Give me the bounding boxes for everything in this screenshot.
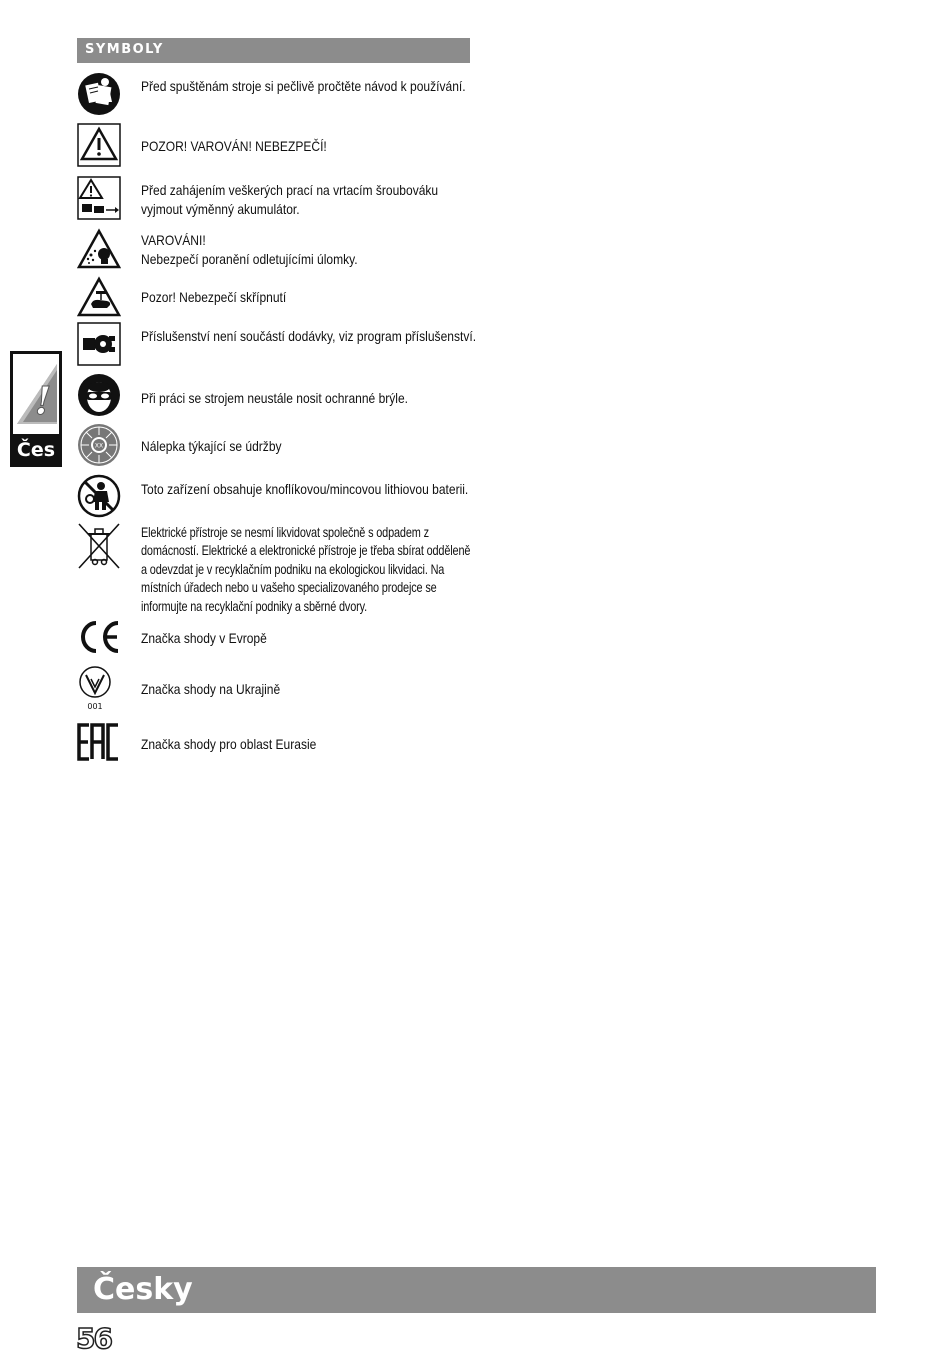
exclamation-icon	[13, 354, 59, 434]
sticker-center-text: XX	[94, 442, 104, 450]
symbol-text-eac: Značka shody pro oblast Eurasie	[141, 736, 317, 752]
footer-language-label: Česky	[93, 1272, 193, 1307]
flying-debris-warning-icon	[77, 228, 121, 272]
eac-mark-icon	[77, 722, 121, 766]
remove-battery-icon	[77, 176, 121, 220]
warning-triangle-icon	[77, 123, 121, 167]
section-title: SYMBOLY	[85, 42, 164, 57]
symbol-text-flying-debris-line1: VAROVÁNI!	[141, 232, 206, 248]
footer-language-bar	[77, 1267, 876, 1313]
button-battery-icon	[77, 474, 121, 518]
symbol-text-remove-battery: Před zahájením veškerých prací na vrtacím šroubováku vyjmout výměnný akumulátor.	[141, 182, 439, 217]
ce-mark-icon	[77, 617, 121, 661]
weee-bin-icon	[77, 522, 121, 566]
symbol-text-weee: Elektrické přístroje se nesmí likvidovat společně s odpadem z domácností. Elektrické a elektronické přístroje je třeba sbírat odděleně a odevzdat je v recyklačním podniku na ekologickou likvidaci. Na místních úřadech nebo u vašeho specializovaného prodejce se informujte na recyklační podniky a sběrné dvory.	[141, 524, 471, 614]
read-manual-icon	[77, 72, 121, 116]
maintenance-sticker-icon	[77, 423, 121, 467]
symbol-text-ukraine: Značka shody na Ukrajině	[141, 681, 281, 697]
symbol-text-read-manual: Před spuštěnám stroje si pečlivě pročtěte návod k používání.	[141, 78, 466, 94]
symbol-text-flying-debris	[141, 231, 476, 268]
symbol-text-ce: Značka shody v Evropě	[141, 630, 267, 646]
language-tab-label: Čes	[16, 439, 56, 461]
symbol-text-goggles: Při práci se strojem neustále nosit ochranné brýle.	[141, 390, 409, 406]
ukraine-mark-code: 001	[87, 702, 103, 711]
symbol-text-pinch: Pozor! Nebezpečí skřípnutí	[141, 289, 287, 305]
safety-goggles-icon	[77, 373, 121, 417]
accessory-icon	[77, 322, 121, 366]
section-header	[77, 38, 470, 63]
symbol-text-flying-debris-line2: Nebezpečí poranění odletujícími úlomky.	[141, 250, 358, 267]
symbol-text-warning: POZOR! VAROVÁN! NEBEZPEČÍ!	[141, 138, 327, 154]
svg-text:!: !	[34, 378, 52, 423]
symbol-text-button-battery: Toto zařízení obsahuje knoflíkovou/mincovou lithiovou baterii.	[141, 481, 469, 497]
page-number: 56	[76, 1322, 111, 1355]
language-side-tab	[10, 351, 62, 467]
pinch-hazard-icon	[77, 276, 121, 320]
symbol-text-sticker: Nálepka týkající se údržby	[141, 438, 282, 454]
ukraine-mark-icon	[77, 665, 121, 709]
symbol-text-accessory: Příslušenství není součástí dodávky, viz program příslušenství.	[141, 328, 477, 344]
tab-warning-panel	[13, 354, 59, 434]
